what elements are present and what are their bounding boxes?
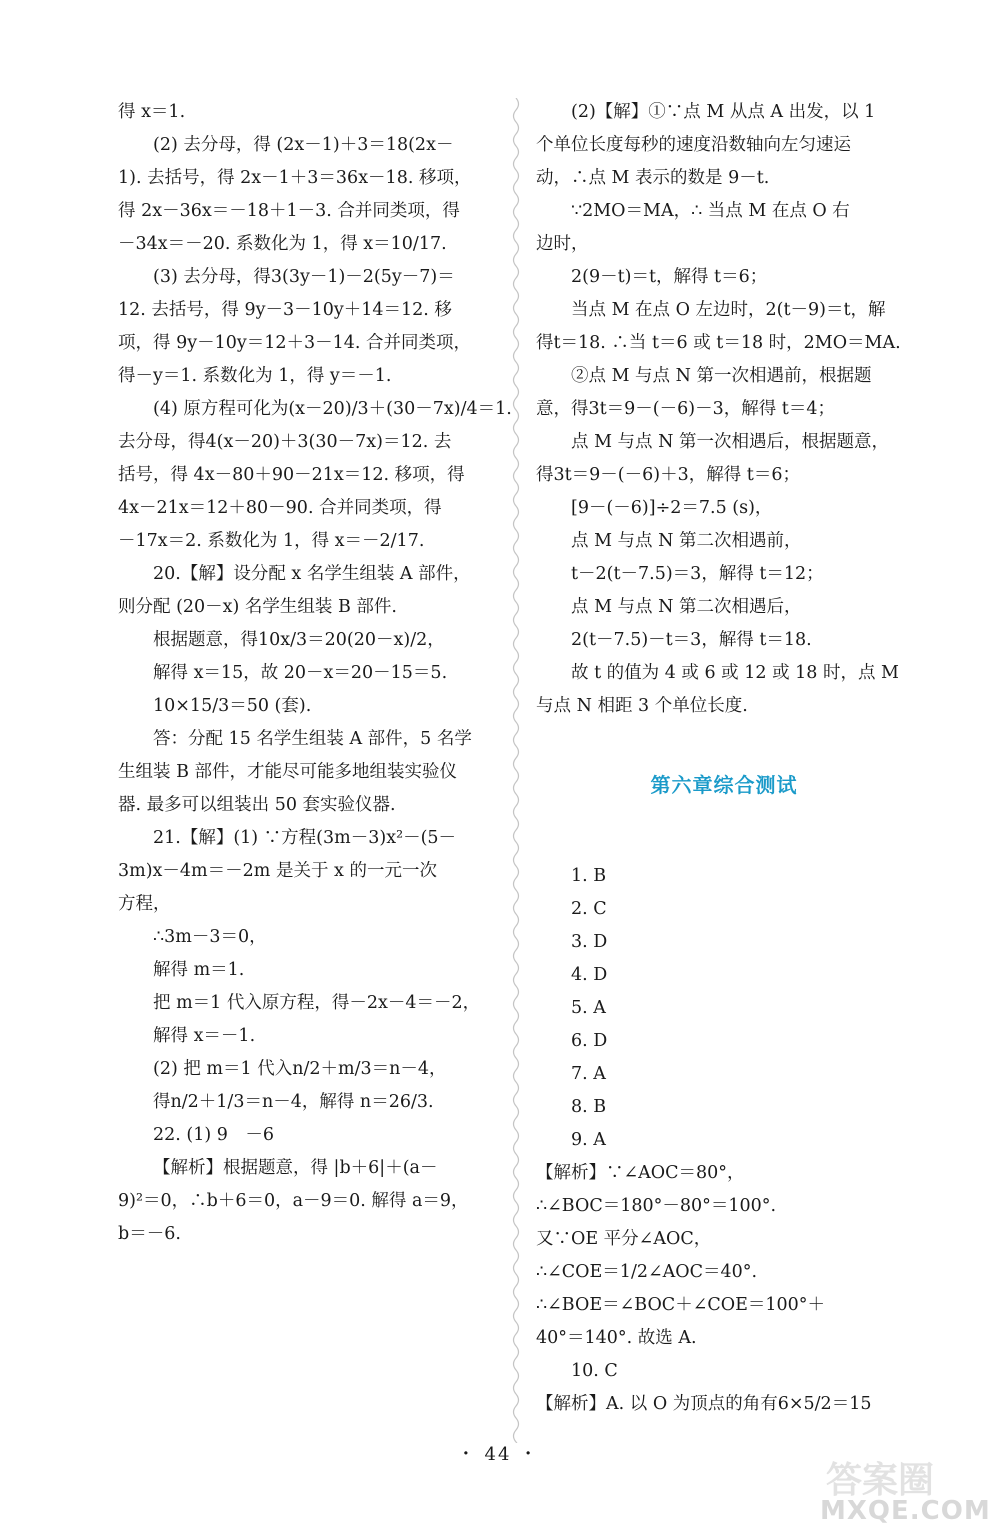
text-line: 点 M 与点 N 第二次相遇前， <box>571 531 802 551</box>
text-line: 【解析】A. 以 O 为顶点的角有6×5/2＝15 <box>536 1394 872 1414</box>
text-line: 3. D <box>571 932 608 952</box>
text-line: 项，得 9y－10y＝12＋3－14. 合并同类项， <box>118 333 472 353</box>
text-line: 40°＝140°. 故选 A. <box>536 1328 697 1348</box>
chapter-heading: 第六章综合测试 <box>650 773 798 797</box>
text-line: 1. B <box>571 866 607 886</box>
text-line: 得 2x－36x＝－18＋1－3. 合并同类项，得 <box>118 201 460 221</box>
text-line: 1). 去括号，得 2x－1＋3＝36x－18. 移项， <box>118 168 472 188</box>
right-top-block <box>536 96 912 723</box>
text-line: 得t＝18. ∴当 t＝6 或 t＝18 时，2MO＝MA. <box>536 333 901 353</box>
text-line: －17x＝2. 系数化为 1，得 x＝－2/17. <box>118 531 425 551</box>
text-line: 括号，得 4x－80＋90－21x＝12. 移项，得 <box>118 465 465 485</box>
text-line: ②点 M 与点 N 第一次相遇前，根据题 <box>571 366 872 386</box>
text-line: 去分母，得4(x－20)＋3(30－7x)＝12. 去 <box>118 432 452 452</box>
text-line: ∴∠BOC＝180°－80°＝100°. <box>536 1196 777 1216</box>
text-line: 4. D <box>571 965 608 985</box>
text-line: 3m)x－4m＝－2m 是关于 x 的一元一次 <box>118 861 437 881</box>
text-line: t－2(t－7.5)＝3，解得 t＝12； <box>571 564 824 584</box>
text-line: 生组装 B 部件，才能尽可能多地组装实验仪 <box>118 762 457 782</box>
text-line: 10. C <box>571 1361 618 1381</box>
text-line: 得3t＝9－(－6)＋3，解得 t＝6； <box>536 465 800 485</box>
text-line: [9－(－6)]÷2＝7.5 (s)， <box>571 498 773 518</box>
right-bottom-block <box>536 860 912 1421</box>
text-line: 则分配 (20－x) 名学生组装 B 部件. <box>118 597 397 617</box>
text-line: (3) 去分母，得3(3y－1)－2(5y－7)＝ <box>153 267 455 287</box>
watermark-cn: 答案圈 <box>826 1460 935 1501</box>
text-line: (2)【解】①∵点 M 从点 A 出发，以 1 <box>571 102 876 122</box>
text-line: 把 m＝1 代入原方程，得－2x－4＝－2， <box>153 993 481 1013</box>
text-line: 得n/2＋1/3＝n－4，解得 n＝26/3. <box>153 1092 434 1112</box>
text-line: 【解析】根据题意，得 |b＋6|＋(a－ <box>153 1158 438 1178</box>
text-line: 点 M 与点 N 第一次相遇后，根据题意， <box>571 432 889 452</box>
text-line: 【解析】∵∠AOC＝80°， <box>536 1163 745 1183</box>
text-line: 9. A <box>571 1130 606 1150</box>
text-line: 点 M 与点 N 第二次相遇后， <box>571 597 802 617</box>
text-line: 8. B <box>571 1097 607 1117</box>
text-line: (4) 原方程可化为(x－20)/3＋(30－7x)/4＝1. <box>153 399 512 419</box>
text-line: 方程， <box>118 894 171 914</box>
text-line: 2. C <box>571 899 607 919</box>
text-line: 答：分配 15 名学生组装 A 部件，5 名学 <box>153 729 472 749</box>
text-line: 得－y＝1. 系数化为 1，得 y＝－1. <box>118 366 392 386</box>
text-line: 6. D <box>571 1031 608 1051</box>
text-line: 22. (1) 9 －6 <box>153 1125 275 1145</box>
text-line: 解得 m＝1. <box>153 960 245 980</box>
text-line: b＝－6. <box>118 1224 181 1244</box>
right-column <box>536 96 912 1421</box>
text-line: 个单位长度每秒的速度沿数轴向左匀速运 <box>536 135 851 155</box>
left-column <box>118 96 512 1251</box>
text-line: 20.【解】设分配 x 名学生组装 A 部件， <box>153 564 471 584</box>
text-line: 器. 最多可以组装出 50 套实验仪器. <box>118 795 396 815</box>
text-line: 得 x＝1. <box>118 102 186 122</box>
text-line: 又∵OE 平分∠AOC， <box>536 1229 712 1249</box>
watermark-logo <box>808 1452 991 1530</box>
text-line: ∴3m－3＝0， <box>153 927 267 947</box>
page-number: ・ 44 ・ <box>456 1444 540 1465</box>
column-divider <box>509 98 523 1443</box>
text-line: －34x＝－20. 系数化为 1，得 x＝10/17. <box>118 234 447 254</box>
text-line: 4x－21x＝12＋80－90. 合并同类项，得 <box>118 498 442 518</box>
text-line: (2) 去分母，得 (2x－1)＋3＝18(2x－ <box>153 135 454 155</box>
text-line: 7. A <box>571 1064 606 1084</box>
text-line: 边时， <box>536 234 589 254</box>
text-line: (2) 把 m＝1 代入n/2＋m/3＝n－4， <box>153 1059 447 1079</box>
text-line: 10×15/3＝50 (套). <box>153 696 312 716</box>
text-line: 2(t－7.5)－t＝3，解得 t＝18. <box>571 630 812 650</box>
text-line: 2(9－t)＝t，解得 t＝6； <box>571 267 768 287</box>
text-line: 意，得3t＝9－(－6)－3，解得 t＝4； <box>536 399 835 419</box>
text-line: 解得 x＝15，故 20－x＝20－15＝5. <box>153 663 448 683</box>
text-line: 当点 M 在点 O 左边时，2(t－9)＝t，解 <box>571 300 886 320</box>
text-line: 21.【解】(1) ∵方程(3m－3)x²－(5－ <box>153 828 457 848</box>
text-line: 9)²＝0，∴b＋6＝0，a－9＝0. 解得 a＝9， <box>118 1191 469 1211</box>
text-line: ∴∠COE＝1/2∠AOC＝40°. <box>536 1262 758 1282</box>
text-line: 故 t 的值为 4 或 6 或 12 或 18 时，点 M <box>571 663 899 683</box>
watermark-en: MXQE.COM <box>820 1496 991 1526</box>
text-line: 12. 去括号，得 9y－3－10y＋14＝12. 移 <box>118 300 452 320</box>
text-line: 与点 N 相距 3 个单位长度. <box>536 696 748 716</box>
text-line: 5. A <box>571 998 606 1018</box>
text-line: 根据题意，得10x/3＝20(20－x)/2， <box>153 630 445 650</box>
text-line: 解得 x＝－1. <box>153 1026 256 1046</box>
text-line: ∵2MO＝MA，∴ 当点 M 在点 O 右 <box>571 201 850 221</box>
text-line: 动，∴点 M 表示的数是 9－t. <box>536 168 770 188</box>
text-line: ∴∠BOE＝∠BOC＋∠COE＝100°＋ <box>536 1295 826 1315</box>
